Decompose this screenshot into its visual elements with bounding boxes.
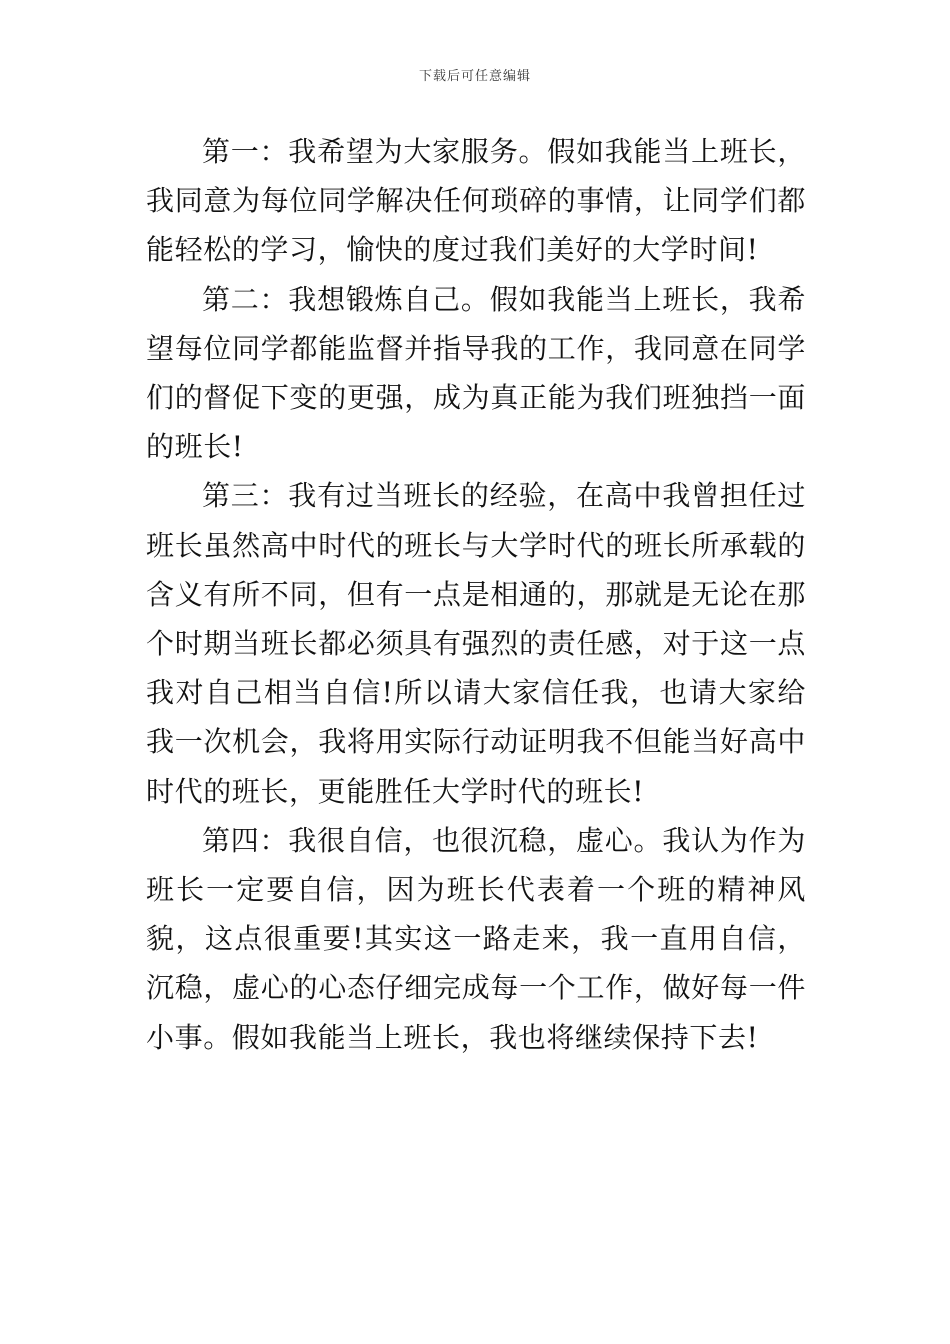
document-body [146, 127, 806, 1062]
paragraph-3: 第三：我有过当班长的经验，在高中我曾担任过班长虽然高中时代的班长与大学时代的班长所承载的含义有所不同，但有一点是相通的，那就是无论在那个时期当班长都必须具有强烈的责任感，对于这一点我对自己相当自信!所以请大家信任我，也请大家给我一次机会，我将用实际行动证明我不但能当好高中时代的班长，更能胜任大学时代的班长! [146, 479, 806, 808]
paragraph-4: 第四：我很自信，也很沉稳，虚心。我认为作为班长一定要自信，因为班长代表着一个班的精神风貌，这点很重要!其实这一路走来，我一直用自信，沉稳，虚心的心态仔细完成每一个工作，做好每一件小事。假如我能当上班长，我也将继续保持下去! [146, 823, 806, 1054]
header-note: 下载后可任意编辑 [418, 69, 531, 84]
paragraph-2: 第二：我想锻炼自己。假如我能当上班长，我希望每位同学都能监督并指导我的工作，我同意在同学们的督促下变的更强，成为真正能为我们班独挡一面的班长! [146, 282, 806, 464]
paragraph-1: 第一：我希望为大家服务。假如我能当上班长，我同意为每位同学解决任何琐碎的事情，让同学们都能轻松的学习，愉快的度过我们美好的大学时间! [146, 135, 806, 267]
